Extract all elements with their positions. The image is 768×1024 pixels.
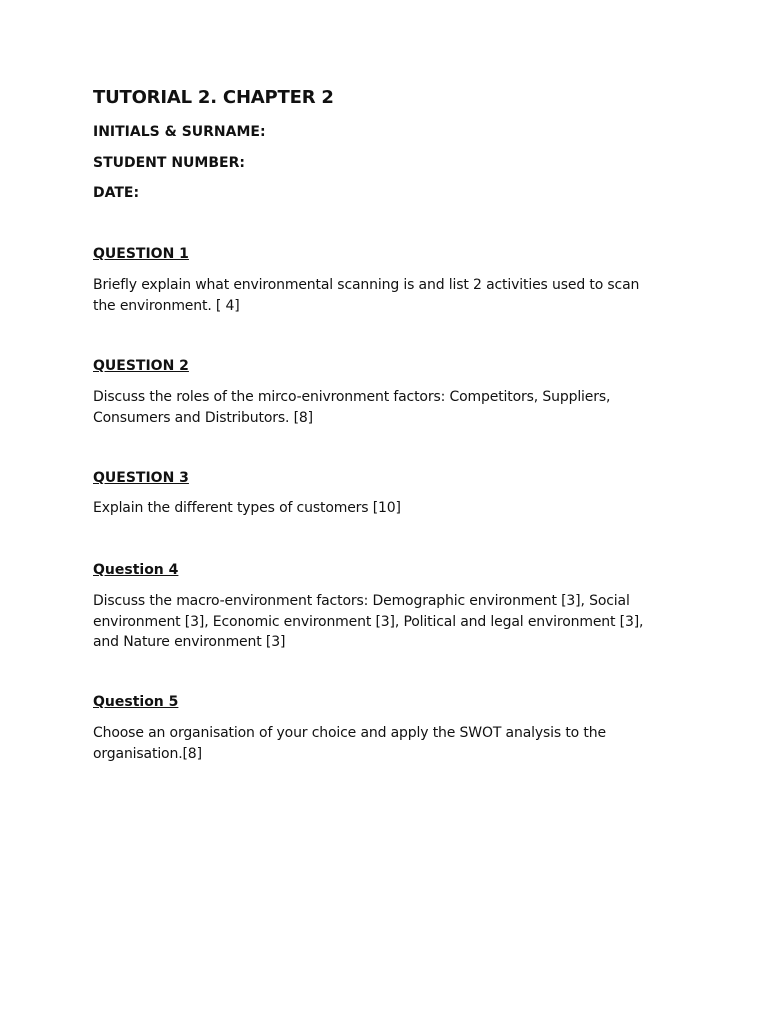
- question-2-heading: QUESTION 2: [93, 358, 189, 374]
- date-label: DATE:: [93, 185, 140, 201]
- question-3-text: Explain the different types of customers [10]: [93, 500, 401, 516]
- initials-surname-label: INITIALS & SURNAME:: [93, 124, 266, 140]
- document-title: TUTORIAL 2. CHAPTER 2: [93, 87, 334, 108]
- question-5-text: Choose an organisation of your choice and apply the SWOT analysis to the organisation.[8]: [93, 725, 606, 762]
- student-number-label: STUDENT NUMBER:: [93, 155, 245, 171]
- question-4-text: Discuss the macro-environment factors: Demographic environment [3], Social environment [3], Economic environment [3], Political and legal environment [3], and Nature environment [3]: [93, 593, 644, 650]
- question-2-text: Discuss the roles of the mirco-enivronment factors: Competitors, Suppliers, Consumers and Distributors. [8]: [93, 389, 611, 426]
- question-5-heading: Question 5: [93, 694, 179, 710]
- question-1-heading: QUESTION 1: [93, 246, 189, 262]
- question-3-heading: QUESTION 3: [93, 470, 189, 486]
- question-1-text: Briefly explain what environmental scanning is and list 2 activities used to scan the environment. [ 4]: [93, 277, 640, 314]
- question-4-heading: Question 4: [93, 562, 179, 578]
